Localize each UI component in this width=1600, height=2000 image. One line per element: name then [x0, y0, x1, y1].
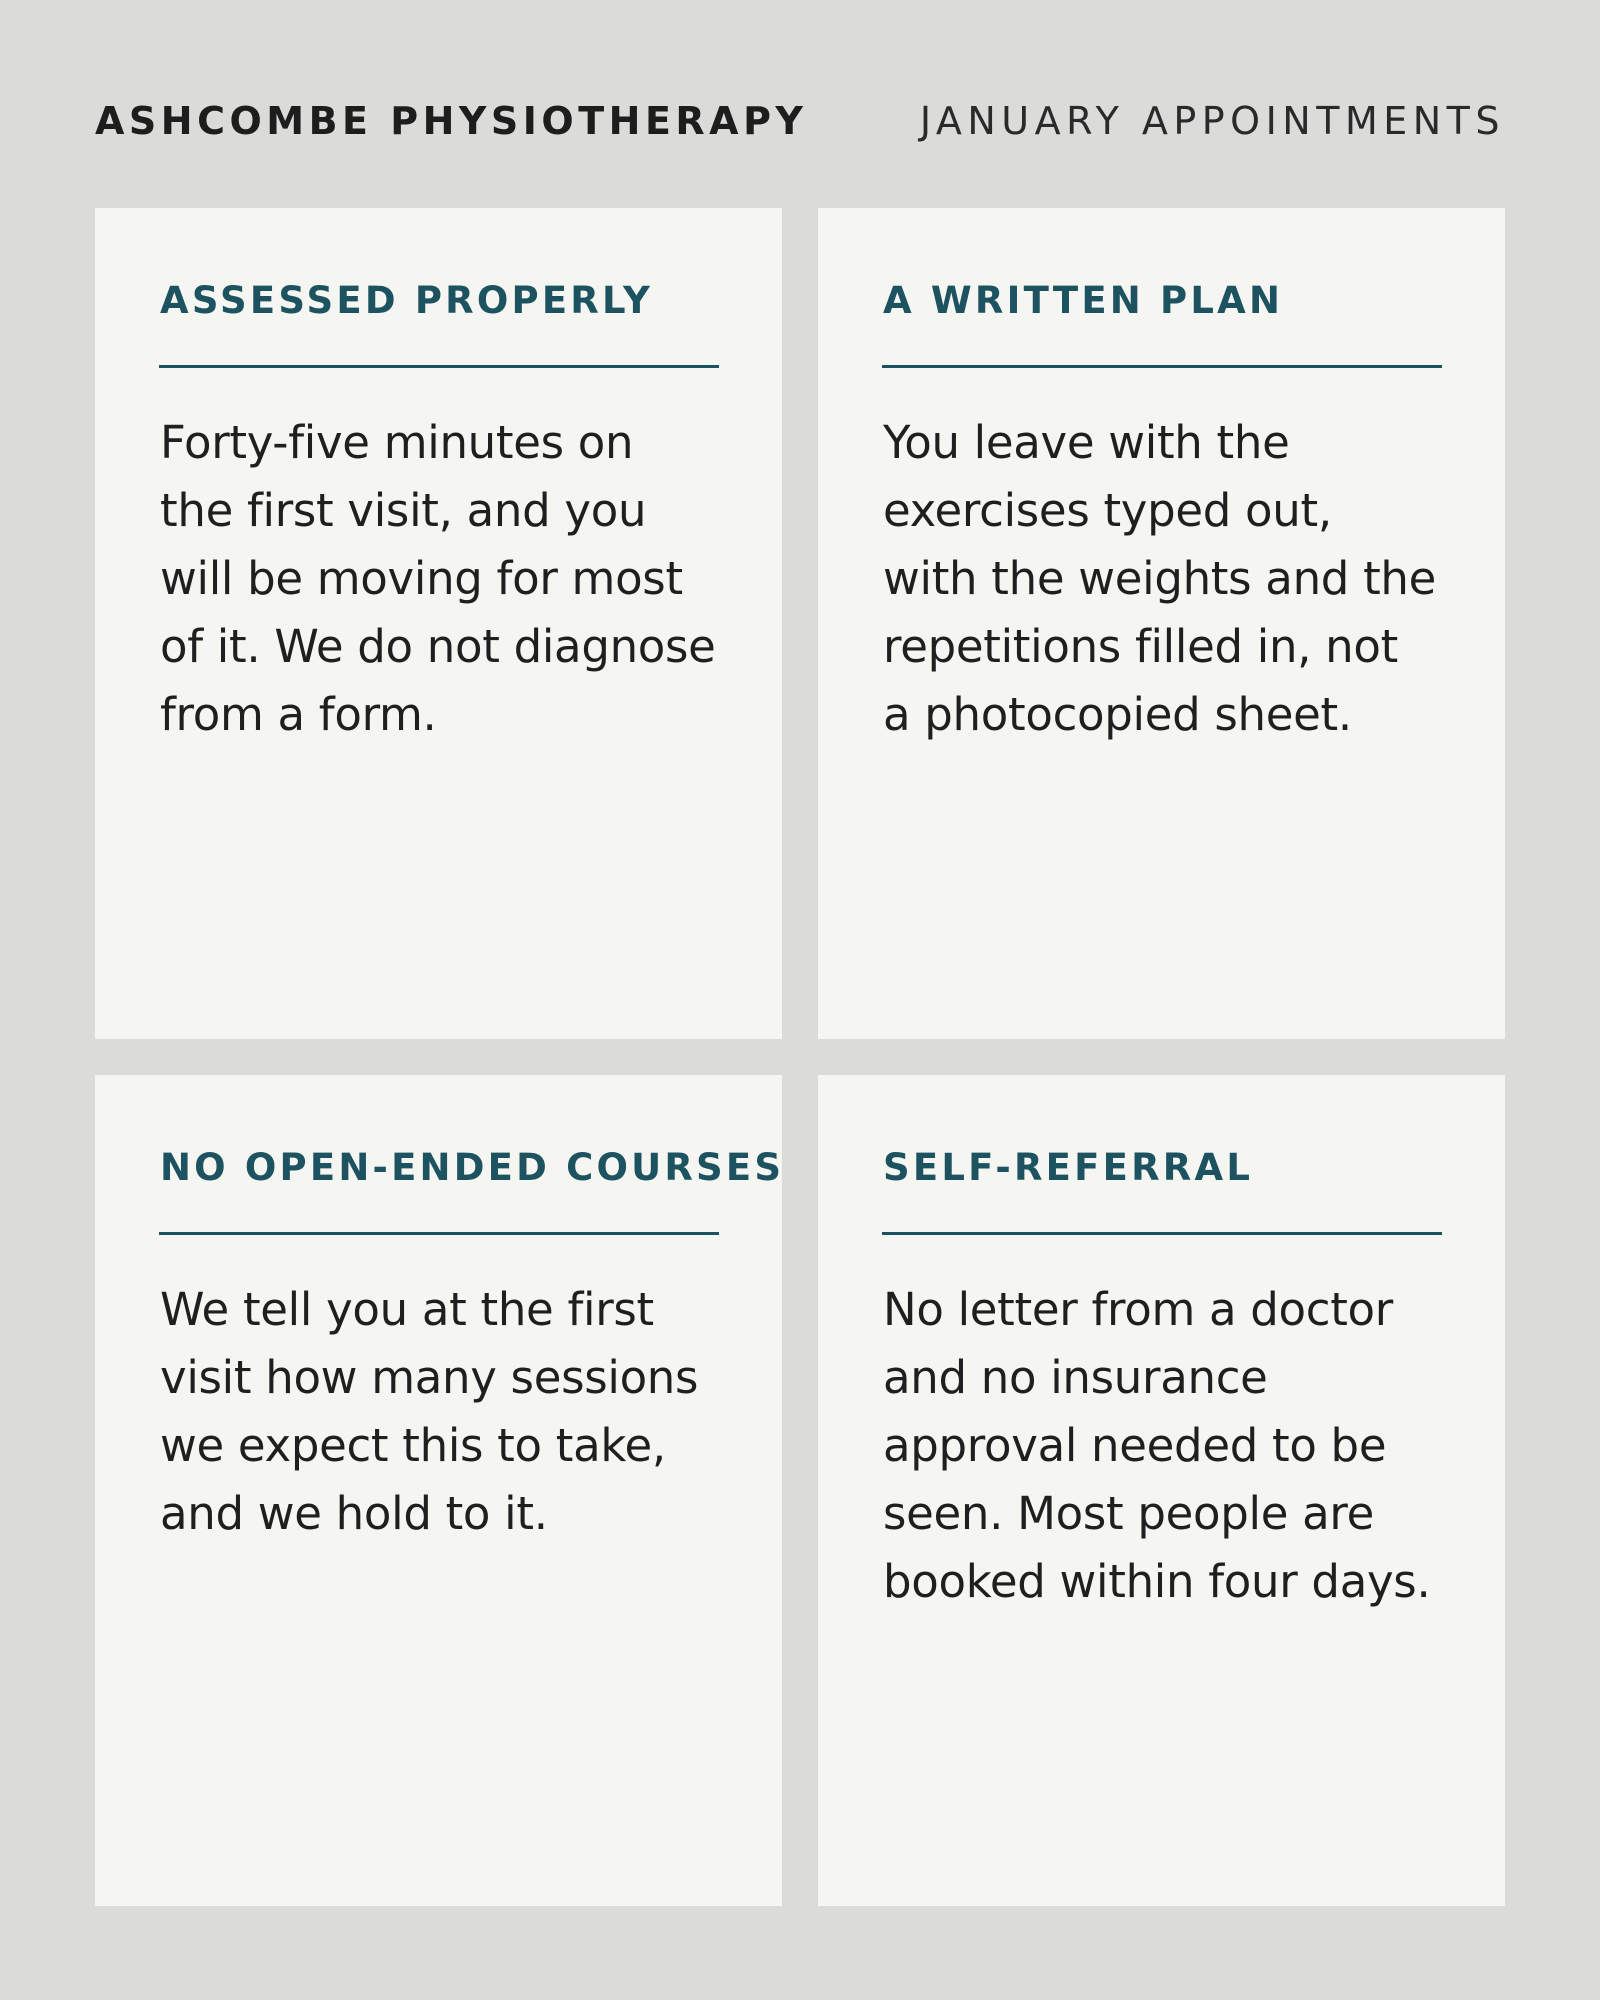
body-line: Forty-five minutes on — [160, 416, 634, 469]
body-line: visit how many sessions — [160, 1351, 699, 1404]
body-line: from a form. — [160, 688, 437, 741]
title-divider — [882, 1232, 1442, 1235]
card-title: SELF-REFERRAL — [883, 1146, 1254, 1189]
body-line: and no insurance — [883, 1351, 1268, 1404]
body-line: booked within four days. — [883, 1555, 1431, 1608]
feature-card-written-plan — [818, 208, 1505, 1039]
body-line: and we hold to it. — [160, 1487, 548, 1540]
body-line: seen. Most people are — [883, 1487, 1375, 1540]
clinic-name: ASHCOMBE PHYSIOTHERAPY — [95, 99, 808, 143]
body-line: with the weights and the — [883, 552, 1437, 605]
card-body — [160, 409, 750, 749]
card-title: A WRITTEN PLAN — [883, 279, 1284, 322]
card-title: ASSESSED PROPERLY — [160, 279, 653, 322]
feature-grid — [95, 208, 1505, 1906]
title-divider — [159, 1232, 719, 1235]
body-line: repetitions filled in, not — [883, 620, 1398, 673]
body-line: a photocopied sheet. — [883, 688, 1352, 741]
body-line: approval needed to be — [883, 1419, 1387, 1472]
body-line: No letter from a doctor — [883, 1283, 1393, 1336]
card-body — [883, 1276, 1473, 1616]
body-line: exercises typed out, — [883, 484, 1332, 537]
body-line: the first visit, and you — [160, 484, 647, 537]
body-line: will be moving for most — [160, 552, 683, 605]
card-title: NO OPEN-ENDED COURSES — [160, 1146, 785, 1189]
title-divider — [159, 365, 719, 368]
title-divider — [882, 365, 1442, 368]
card-body — [160, 1276, 750, 1548]
feature-card-self-referral — [818, 1075, 1505, 1906]
feature-card-courses — [95, 1075, 785, 1906]
body-line: You leave with the — [883, 416, 1290, 469]
body-line: of it. We do not diagnose — [160, 620, 716, 673]
page-header — [95, 96, 1505, 146]
feature-card-assessment — [95, 208, 782, 1039]
body-line: we expect this to take, — [160, 1419, 666, 1472]
body-line: We tell you at the first — [160, 1283, 654, 1336]
edition-label: JANUARY APPOINTMENTS — [919, 99, 1505, 143]
card-body — [883, 409, 1473, 749]
